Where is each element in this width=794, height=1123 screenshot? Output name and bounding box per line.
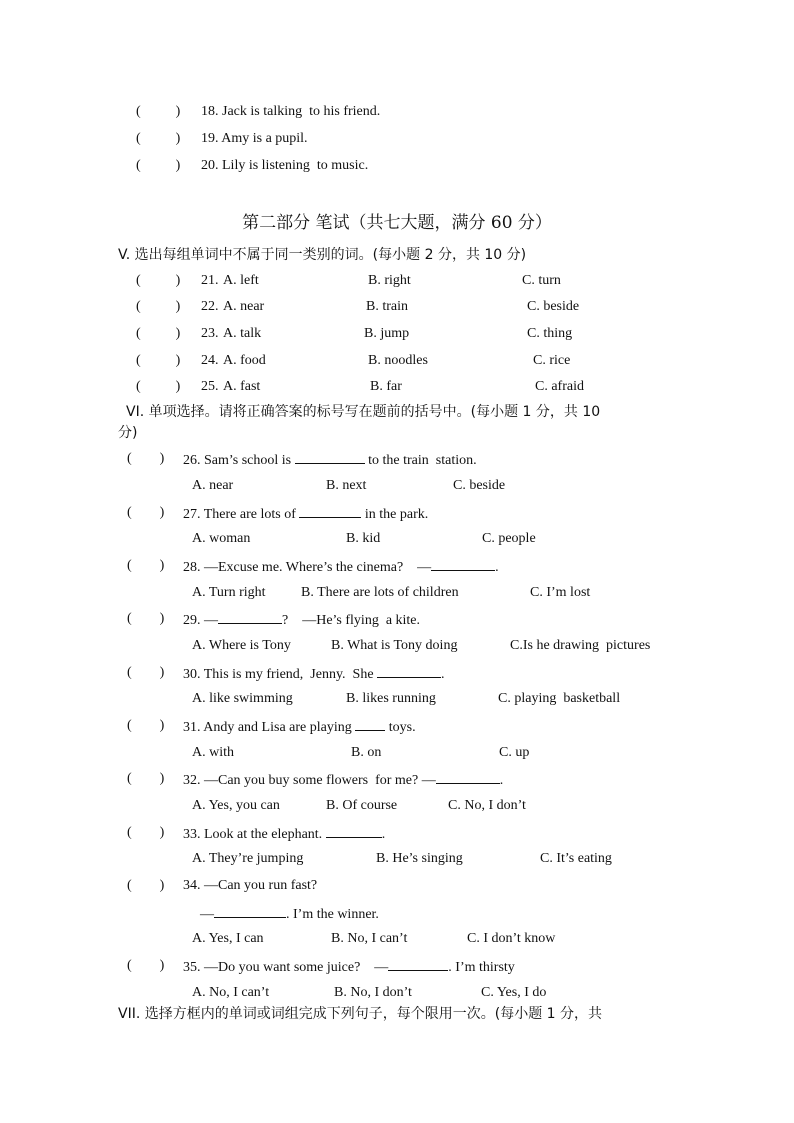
section6-heading: VI. 单项选择。请将正确答案的标号写在题前的括号中。(每小题 1 分，共 10 bbox=[126, 404, 601, 420]
answer-bracket[interactable]: ( ) bbox=[136, 104, 181, 119]
answer-bracket[interactable]: ( ) bbox=[127, 825, 165, 840]
option-c: C. beside bbox=[527, 299, 580, 314]
option-c: C. afraid bbox=[535, 379, 584, 394]
answer-bracket[interactable]: ( ) bbox=[127, 958, 165, 973]
option-b: B. right bbox=[368, 273, 411, 288]
answer-bracket[interactable]: ( ) bbox=[136, 131, 181, 146]
option-a: A. fast bbox=[223, 379, 261, 394]
section7-heading: VII. 选择方框内的单词或词组完成下列句子，每个限用一次。(每小题 1 分，共 bbox=[118, 1006, 603, 1022]
question-text: 31. Andy and Lisa are playing toys. bbox=[183, 717, 416, 737]
question-text: 32. —Can you buy some flowers for me? — . bbox=[183, 770, 503, 790]
answer-bracket[interactable]: ( ) bbox=[136, 353, 181, 368]
section6-heading-cont: 分) bbox=[118, 425, 138, 441]
section5-heading: V. 选出每组单词中不属于同一类别的词。(每小题 2 分，共 10 分) bbox=[118, 247, 527, 263]
option-c: C. rice bbox=[533, 353, 571, 368]
answer-bracket[interactable]: ( ) bbox=[127, 611, 165, 626]
option-a: A. near bbox=[192, 478, 234, 493]
option-b: B. kid bbox=[346, 531, 381, 546]
answer-blank bbox=[431, 557, 495, 571]
question-text: 18. Jack is talking to his friend. bbox=[201, 104, 381, 119]
option-b: B. No, I can’t bbox=[331, 931, 408, 946]
answer-bracket[interactable]: ( ) bbox=[127, 718, 165, 733]
option-c: C. up bbox=[499, 745, 530, 760]
option-b: B. He’s singing bbox=[376, 851, 463, 866]
part2-title: 第二部分 笔试（共七大题，满分 60 分） bbox=[242, 213, 552, 233]
option-b: B. jump bbox=[364, 326, 410, 341]
question-text: 30. This is my friend, Jenny. She . bbox=[183, 664, 445, 684]
option-c: C. turn bbox=[522, 273, 561, 288]
option-c: C. I’m lost bbox=[530, 585, 591, 600]
answer-blank bbox=[299, 504, 361, 518]
question-number: 21. bbox=[201, 273, 219, 288]
answer-blank bbox=[377, 664, 441, 678]
answer-blank bbox=[436, 770, 500, 784]
question-text: 33. Look at the elephant. . bbox=[183, 824, 385, 844]
option-b: B. What is Tony doing bbox=[331, 638, 458, 653]
answer-bracket[interactable]: ( ) bbox=[136, 379, 181, 394]
question-text: 19. Amy is a pupil. bbox=[201, 131, 308, 146]
question-text: — . I’m the winner. bbox=[200, 904, 379, 924]
question-text: 27. There are lots of in the park. bbox=[183, 504, 428, 524]
option-a: A. food bbox=[223, 353, 266, 368]
question-text: 28. —Excuse me. Where’s the cinema? — . bbox=[183, 557, 499, 577]
answer-bracket[interactable]: ( ) bbox=[136, 158, 181, 173]
answer-bracket[interactable]: ( ) bbox=[127, 558, 165, 573]
answer-bracket[interactable]: ( ) bbox=[127, 878, 165, 893]
option-b: B. on bbox=[351, 745, 382, 760]
option-b: B. far bbox=[370, 379, 402, 394]
option-b: B. There are lots of children bbox=[301, 585, 459, 600]
option-a: A. Yes, you can bbox=[192, 798, 280, 813]
question-number: 25. bbox=[201, 379, 219, 394]
option-a: A. woman bbox=[192, 531, 251, 546]
option-a: A. Turn right bbox=[192, 585, 266, 600]
option-a: A. like swimming bbox=[192, 691, 293, 706]
option-a: A. with bbox=[192, 745, 234, 760]
answer-blank bbox=[326, 824, 382, 838]
option-a: A. No, I can’t bbox=[192, 985, 270, 1000]
answer-bracket[interactable]: ( ) bbox=[136, 273, 181, 288]
answer-bracket[interactable]: ( ) bbox=[136, 299, 181, 314]
answer-bracket[interactable]: ( ) bbox=[136, 326, 181, 341]
answer-blank bbox=[295, 450, 365, 464]
question-number: 23. bbox=[201, 326, 219, 341]
option-a: A. Where is Tony bbox=[192, 638, 291, 653]
option-b: B. next bbox=[326, 478, 367, 493]
question-text: 26. Sam’s school is to the train station. bbox=[183, 450, 477, 470]
option-c: C. people bbox=[482, 531, 536, 546]
option-b: B. Of course bbox=[326, 798, 398, 813]
question-number: 24. bbox=[201, 353, 219, 368]
option-c: C. No, I don’t bbox=[448, 798, 526, 813]
answer-bracket[interactable]: ( ) bbox=[127, 505, 165, 520]
option-a: A. left bbox=[223, 273, 259, 288]
question-text: 20. Lily is listening to music. bbox=[201, 158, 369, 173]
question-text: 34. —Can you run fast? bbox=[183, 878, 318, 893]
answer-blank bbox=[214, 904, 286, 918]
option-c: C. beside bbox=[453, 478, 506, 493]
option-b: B. No, I don’t bbox=[334, 985, 412, 1000]
question-number: 22. bbox=[201, 299, 219, 314]
option-b: B. train bbox=[366, 299, 408, 314]
answer-blank bbox=[218, 610, 282, 624]
answer-blank bbox=[355, 717, 385, 731]
option-a: A. They’re jumping bbox=[192, 851, 304, 866]
option-c: C. I don’t know bbox=[467, 931, 556, 946]
option-c: C.Is he drawing pictures bbox=[510, 638, 651, 653]
option-a: A. talk bbox=[223, 326, 262, 341]
option-b: B. likes running bbox=[346, 691, 436, 706]
question-text: 35. —Do you want some juice? — . I’m thirsty bbox=[183, 957, 515, 977]
answer-bracket[interactable]: ( ) bbox=[127, 665, 165, 680]
option-a: A. Yes, I can bbox=[192, 931, 264, 946]
option-c: C. playing basketball bbox=[498, 691, 621, 706]
option-c: C. It’s eating bbox=[540, 851, 612, 866]
option-a: A. near bbox=[223, 299, 265, 314]
option-c: C. Yes, I do bbox=[481, 985, 547, 1000]
question-text: 29. — ? —He’s flying a kite. bbox=[183, 610, 420, 630]
answer-bracket[interactable]: ( ) bbox=[127, 771, 165, 786]
answer-bracket[interactable]: ( ) bbox=[127, 451, 165, 466]
answer-blank bbox=[388, 957, 448, 971]
option-b: B. noodles bbox=[368, 353, 428, 368]
option-c: C. thing bbox=[527, 326, 573, 341]
